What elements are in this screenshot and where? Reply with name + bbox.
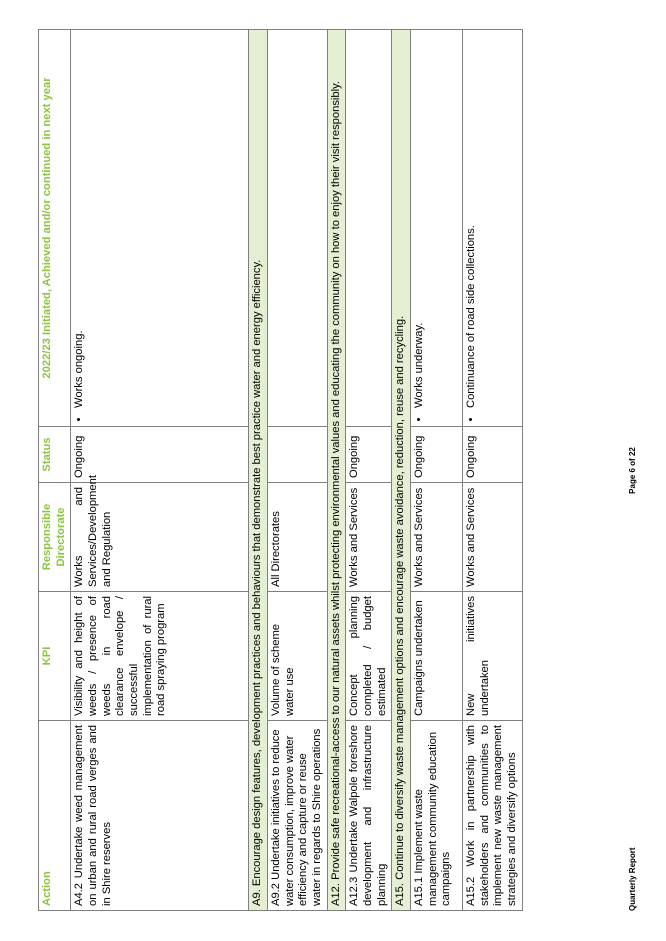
- note-item: • Works ongoing.: [73, 34, 87, 408]
- header-responsible: Responsible Directorate: [39, 483, 71, 592]
- row-action: A12.3 Undertake Walpole foreshore development and infrastructure planning: [346, 721, 392, 911]
- row-status: Ongoing: [71, 427, 249, 483]
- note-item: • Continuance of road side collections.: [465, 34, 479, 408]
- row-responsible: Works and Services: [410, 483, 462, 592]
- row-kpi: Concept planning completed / budget estimated: [346, 592, 392, 721]
- row-responsible: Works and Services/Development and Regulation: [71, 483, 249, 592]
- table-row: [346, 30, 392, 911]
- footer-report-title: Quarterly Report: [628, 847, 637, 911]
- header-notes: 2022/23 Initiated, Achieved and/or continued in next year: [39, 30, 71, 427]
- row-status: Ongoing: [346, 427, 392, 483]
- header-status: Status: [39, 427, 71, 483]
- section-row-a12: [327, 30, 346, 911]
- table-row: [71, 30, 249, 911]
- table-row: [462, 30, 522, 911]
- row-action: A9.2 Undertake initiatives to reduce water consumption, improve water efficiency and capture or reuse water in regards to Shire operations: [267, 721, 327, 911]
- section-a15-text: A15. Continue to diversify waste management options and encourage waste avoidance, reduction, reuse and recycling.: [392, 30, 411, 911]
- table-row: [410, 30, 462, 911]
- row-action: A4.2 Undertake weed management on urban and rural road verges and in Shire reserves: [71, 721, 249, 911]
- row-action: A15.1 Implement waste management community education campaigns: [410, 721, 462, 911]
- row-kpi: Volume of scheme water use: [267, 592, 327, 721]
- section-row-a15: [392, 30, 411, 911]
- row-action: A15.2 Work in partnership with stakeholders and communities to implement new waste management strategies and diversify options: [462, 721, 522, 911]
- footer-page-number: Page 6 of 22: [628, 447, 637, 494]
- header-action: Action: [39, 721, 71, 911]
- section-a9-text: A9. Encourage design features, development practices and behaviours that demonstrate best practice water and energy efficiency.: [249, 30, 268, 911]
- page-footer: [628, 30, 648, 911]
- row-responsible: All Directorates: [267, 483, 327, 592]
- row-notes: [267, 30, 327, 427]
- row-notes: [71, 30, 249, 427]
- header-kpi: KPI: [39, 592, 71, 721]
- report-table: [38, 29, 523, 911]
- table-header-row: [39, 30, 71, 911]
- row-kpi: New initiatives undertaken: [462, 592, 522, 721]
- row-responsible: Works and Services: [462, 483, 522, 592]
- section-row-a9: [249, 30, 268, 911]
- row-notes: [462, 30, 522, 427]
- row-status: Ongoing: [462, 427, 522, 483]
- row-kpi: Campaigns undertaken: [410, 592, 462, 721]
- row-responsible: Works and Services: [346, 483, 392, 592]
- row-status: Ongoing: [410, 427, 462, 483]
- section-a12-text: A12. Provide safe recreational-access to our natural assets whilst protecting environmental values and educating the community on how to enjoy their visit responsibly.: [327, 30, 346, 911]
- row-status: [267, 427, 327, 483]
- row-notes: [346, 30, 392, 427]
- note-item: • Works underway.: [413, 34, 427, 408]
- table-row: [267, 30, 327, 911]
- row-notes: [410, 30, 462, 427]
- row-kpi: Visibility and height of weeds / presence of weeds in road clearance envelope / successful implementation of rural road spraying program: [71, 592, 249, 721]
